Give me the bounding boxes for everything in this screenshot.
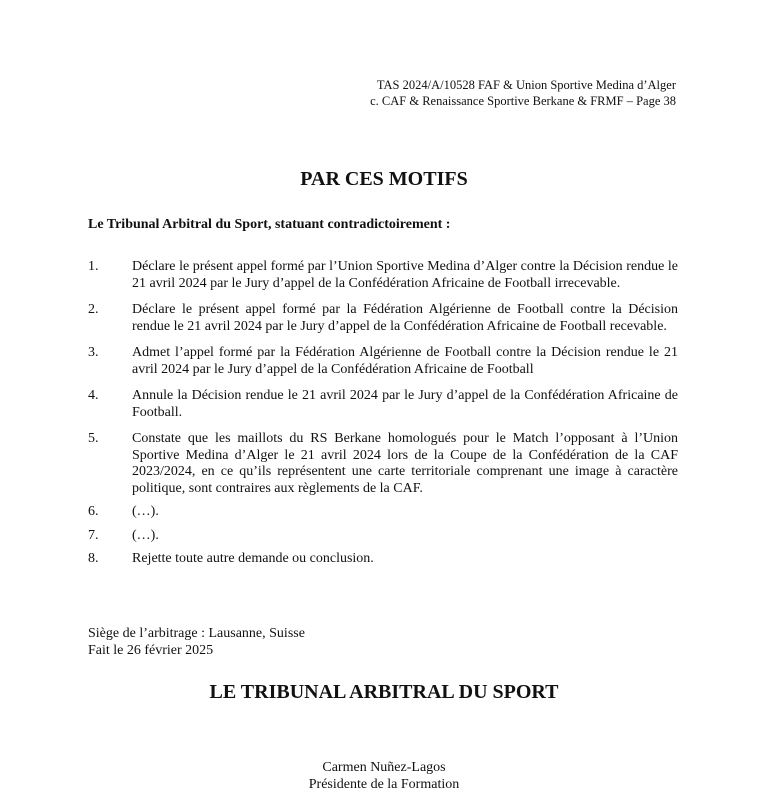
ruling-item bbox=[88, 528, 678, 545]
ruling-item-text: Déclare le présent appel formé par la Fédération Algérienne de Football contre la Décision rendue le 21 avril 2024 par le Jury d’appel de la Confédération Africaine de Football recevable. bbox=[132, 302, 678, 334]
ruling-item bbox=[88, 388, 678, 421]
ruling-item-number: 2. bbox=[88, 302, 99, 317]
section-title: PAR CES MOTIFS bbox=[300, 168, 468, 190]
ruling-item-number: 7. bbox=[88, 527, 99, 543]
ruling-item-text: Constate que les maillots du RS Berkane homologués pour le Match l’opposant à l’Union Sportive Medina d’Alger le 21 avril 2024 lors de la Coupe de la Confédération de la CAF 2023/2024, en ce qu’ils représentent une carte territoriale comprenant une image à caractère politique, sont contraires aux règlements de la CAF. bbox=[132, 431, 678, 496]
header-case-line: TAS 2024/A/10528 FAF & Union Sportive Medina d’Alger bbox=[376, 78, 676, 92]
ruling-list bbox=[88, 259, 678, 568]
ruling-item-text: Admet l’appel formé par la Fédération Algérienne de Football contre la Décision rendue le 21 avril 2024 par le Jury d’appel de la Confédération Africaine de Football bbox=[132, 345, 678, 377]
signature-block bbox=[0, 759, 768, 793]
arbitration-seat: Siège de l’arbitrage : Lausanne, Suisse bbox=[88, 626, 305, 641]
ruling-item-number: 4. bbox=[88, 388, 99, 403]
ruling-item bbox=[88, 504, 678, 521]
seat-and-date bbox=[88, 626, 305, 659]
tribunal-heading: LE TRIBUNAL ARBITRAL DU SPORT bbox=[209, 681, 559, 703]
signatory-role: Présidente de la Formation bbox=[308, 777, 460, 792]
ruling-item-text: Rejette toute autre demande ou conclusion. bbox=[132, 551, 374, 566]
decision-date: Fait le 26 février 2025 bbox=[88, 642, 214, 658]
ruling-item bbox=[88, 431, 678, 497]
header-parties-page-line: c. CAF & Renaissance Sportive Berkane & FRMF – Page 38 bbox=[370, 93, 676, 108]
ruling-item-text: (…). bbox=[132, 527, 159, 543]
ruling-item-text: Annule la Décision rendue le 21 avril 2024 par le Jury d’appel de la Confédération Africaine de Football. bbox=[132, 388, 678, 420]
ruling-intro: Le Tribunal Arbitral du Sport, statuant contradictoirement : bbox=[88, 217, 451, 232]
ruling-item-number: 5. bbox=[88, 431, 99, 446]
page-header bbox=[370, 78, 676, 109]
ruling-item bbox=[88, 345, 678, 378]
ruling-item-number: 3. bbox=[88, 345, 99, 360]
ruling-item-number: 6. bbox=[88, 504, 99, 519]
ruling-item bbox=[88, 302, 678, 335]
ruling-item-text: (…). bbox=[132, 504, 159, 519]
ruling-item-number: 1. bbox=[88, 259, 99, 274]
signatory-name: Carmen Nuñez-Lagos bbox=[322, 760, 446, 775]
ruling-item-number: 8. bbox=[88, 551, 99, 566]
ruling-item-text: Déclare le présent appel formé par l’Union Sportive Medina d’Alger contre la Décision rendue le 21 avril 2024 par le Jury d’appel de la Confédération Africaine de Football irrecevable. bbox=[132, 259, 678, 291]
ruling-item bbox=[88, 551, 678, 568]
ruling-item bbox=[88, 259, 678, 292]
